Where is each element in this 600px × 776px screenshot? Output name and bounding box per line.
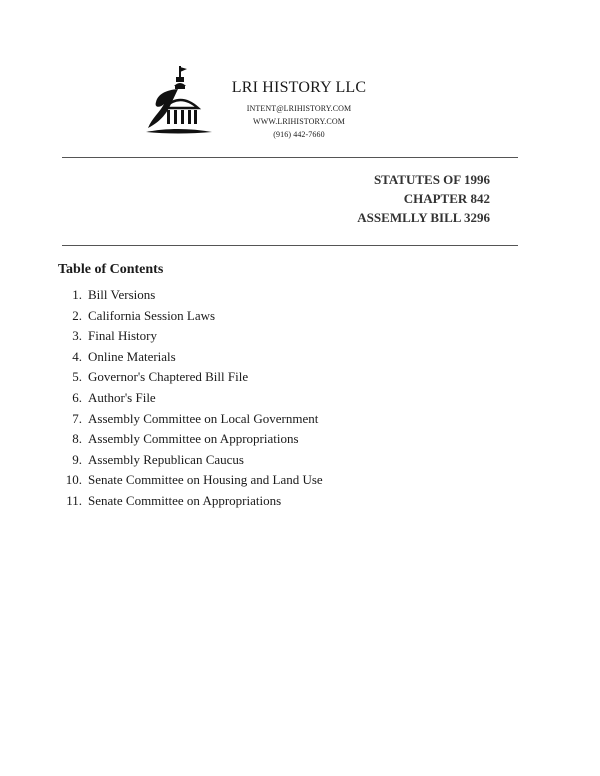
company-website: WWW.LRIHISTORY.COM xyxy=(253,117,345,126)
statute-bill: ASSEMLLY BILL 3296 xyxy=(357,210,490,225)
toc-item-number: 4. xyxy=(72,348,82,364)
toc-item-number: 9. xyxy=(72,451,82,467)
toc-item-text: California Session Laws xyxy=(88,307,216,323)
toc-item-text: Online Materials xyxy=(88,348,176,364)
toc-item xyxy=(58,429,323,450)
company-info xyxy=(226,78,372,141)
capitol-dome-icon xyxy=(140,62,216,142)
toc-item-number: 6. xyxy=(72,389,82,405)
toc-item-text: Governor's Chaptered Bill File xyxy=(88,369,249,385)
toc-item xyxy=(58,470,323,491)
toc-item-text: Assembly Republican Caucus xyxy=(88,451,244,467)
toc-item-number: 2. xyxy=(72,307,82,323)
toc-item xyxy=(58,347,323,368)
bottom-divider xyxy=(62,245,518,246)
toc-item xyxy=(58,285,323,306)
top-divider xyxy=(62,157,518,158)
statute-block xyxy=(357,170,490,227)
toc-item xyxy=(58,367,323,388)
toc-item-text: Final History xyxy=(88,328,157,344)
toc-item-text: Bill Versions xyxy=(88,287,156,302)
toc-item xyxy=(58,306,323,327)
toc-item-number: 8. xyxy=(72,431,82,447)
toc-item-text: Senate Committee on Appropriations xyxy=(88,492,282,508)
toc-item-text: Senate Committee on Housing and Land Use xyxy=(88,472,323,488)
toc-item xyxy=(58,388,323,409)
company-name: LRI HISTORY LLC xyxy=(231,79,367,96)
toc-item-number: 11. xyxy=(66,492,82,508)
toc-item-number: 5. xyxy=(72,369,82,385)
toc-item-number: 1. xyxy=(72,287,82,302)
company-email: INTENT@LRIHISTORY.COM xyxy=(246,104,352,113)
toc-item-number: 10. xyxy=(65,472,82,488)
company-phone: (916) 442-7660 xyxy=(273,130,325,139)
toc-list xyxy=(58,285,323,512)
statute-chapter: CHAPTER 842 xyxy=(403,191,490,206)
toc-item xyxy=(58,409,323,430)
toc-heading: Table of Contents xyxy=(58,262,164,277)
statute-year: STATUTES OF 1996 xyxy=(373,172,490,187)
toc-item xyxy=(58,326,323,347)
toc-item-text: Author's File xyxy=(88,389,156,405)
toc-item xyxy=(58,491,323,512)
toc-item-number: 3. xyxy=(72,328,82,344)
toc-item-text: Assembly Committee on Appropriations xyxy=(88,431,299,447)
toc-item-text: Assembly Committee on Local Government xyxy=(88,410,319,426)
toc-item-number: 7. xyxy=(72,410,82,426)
toc-item xyxy=(58,450,323,471)
